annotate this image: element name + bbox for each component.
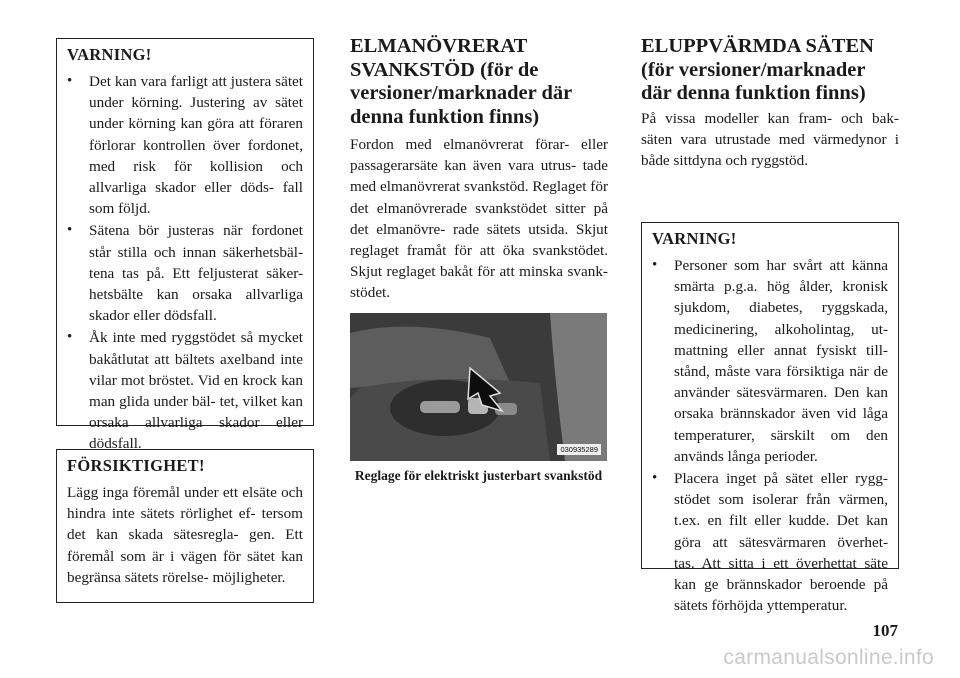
section-heading-heated-seats: ELUPPVÄRMDA SÄTEN (för versioner/marknader där denna funktion finns) [641,35,874,104]
warning-item: • Personer som har svårt att känna smärta p.g.a. hög ålder, kronisk sjukdom, diabetes, ryggskada, medicinering, alkoholintag, ut- mattning eller annat fysiskt till- stånd, måste vara försiktiga när de använder sätesvärmaren. Den kan orsaka brännskador även vid låga temperaturer, särskilt om den används långa perioder. [652,255,888,467]
caution-box [56,449,314,603]
page-number: 107 [872,621,898,640]
warning-item: • Det kan vara farligt att justera sätet under körning. Justering av sätet under körning kan göra att föraren förlorar kontrollen över fordonet, med risk för kollision och allvarliga skador eller döds- fall som följd. [67,71,303,219]
watermark: carmanualsonline.info [723,646,934,669]
warning-box-seat-adjust [56,38,314,453]
warning-item: • Placera inget på sätet eller rygg- stödet som isolerar från värmen, t.ex. en filt eller kudde. Det kan göra att sätesvärmaren överhet- tas. Att sitta i ett överhettat säte kan ge brännskador beroende på sätets förhöjda yttemperatur. [652,468,888,616]
photo-caption: Reglage för elektriskt justerbart svankstöd [354,468,603,483]
warning-box-heated-seats [641,222,899,615]
section-heading-lumbar: ELMANÖVRERAT SVANKSTÖD (för de versioner/marknader där denna funktion finns) [350,35,572,128]
seat-photo-illustration [350,313,607,461]
warning-item: • Åk inte med ryggstödet så mycket bakåtlutat att bältets axelband inte vilar mot bröstet. Vid en krock kan man glida under bäl- tet, vilket kan orsaka allvarliga skador eller dödsfall. [67,327,303,454]
warning-title: VARNING! [652,229,737,248]
warning-title: VARNING! [67,45,152,64]
image-code: 030935289 [557,444,601,455]
seat-control-photo [350,313,607,461]
section-text-lumbar: Fordon med elmanövrerat förar- eller passagerarsäte kan även vara utrus- tade med elmanövrerat svankstöd. Reglaget för det elmanövrerade svankstödet sitter på det elmanövre- rade sätets utsida. Skjut reglaget framåt för att öka svankstödet. Skjut reglaget bakåt för att minska svank- stödet. [350,136,608,302]
warning-list [652,255,888,616]
section-text-heated-seats: På vissa modeller kan fram- och bak- säten vara utrustade med värmedynor i både sittdyna och ryggstöd. [641,110,899,170]
caution-title: FÖRSIKTIGHET! [67,456,205,475]
warning-item: • Sätena bör justeras när fordonet står stilla och innan säkerhetsbäl- tena tas på. Ett feljusterat säker- hetsbälte kan orsaka allvarliga skador eller dödsfall. [67,220,303,326]
warning-list [67,71,303,455]
caution-text: Lägg inga föremål under ett elsäte och hindra inte sätets rörlighet ef- tersom det kan skada sätesregla- gen. Ett föremål som är i vägen för sätet kan begränsa sätets rörelse- möjligheter. [67,484,303,586]
